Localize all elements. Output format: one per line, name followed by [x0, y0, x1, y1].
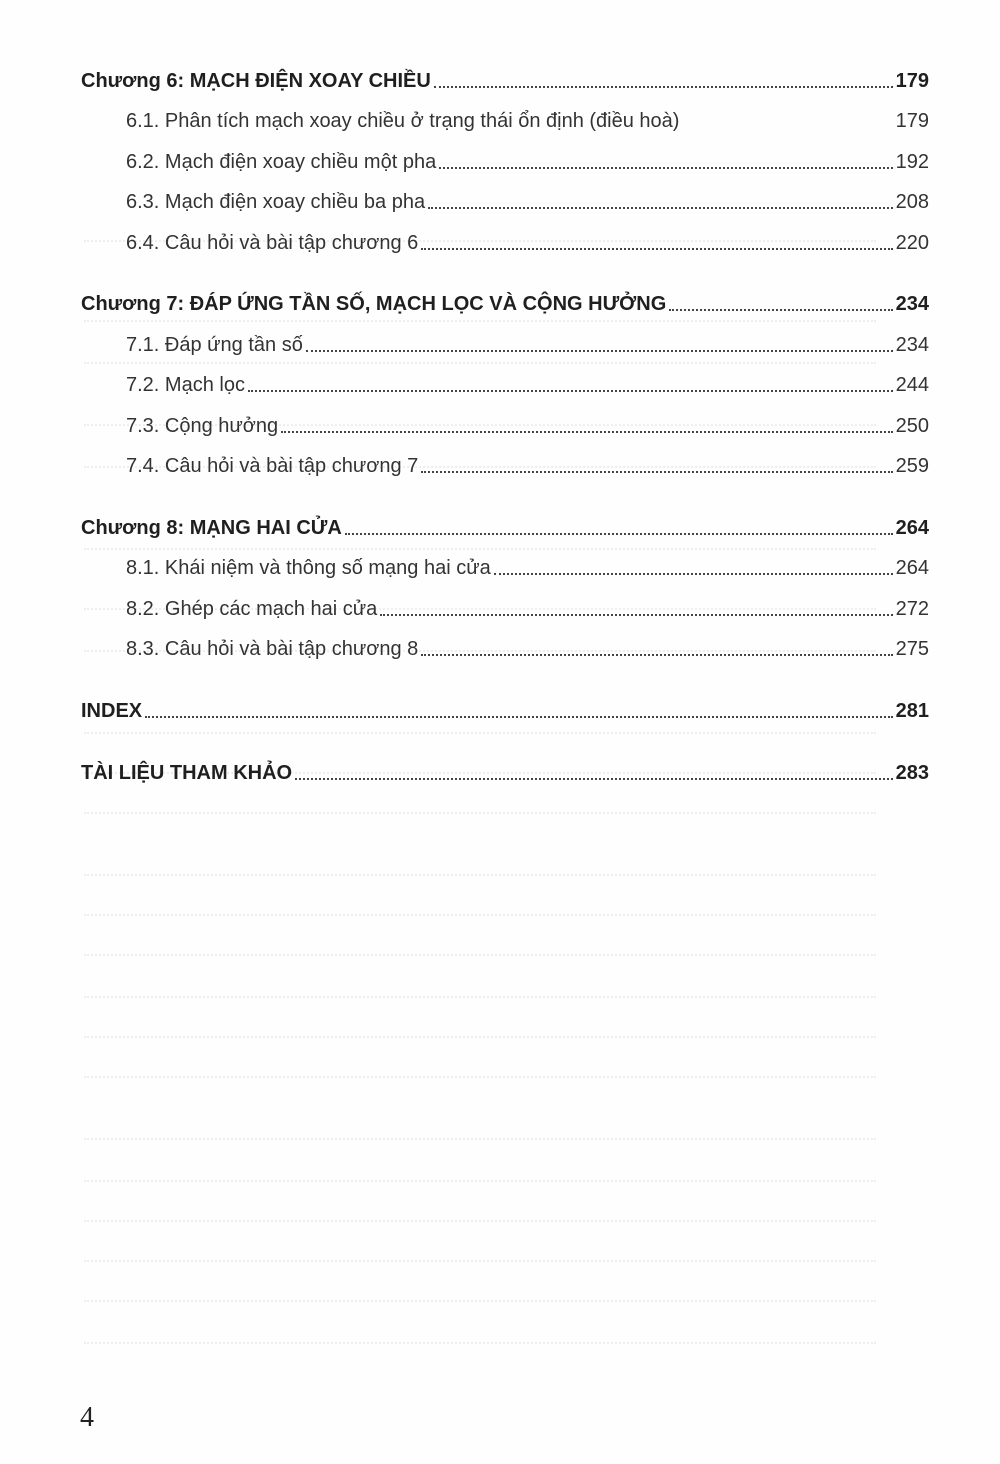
- dot-leader: [380, 614, 892, 616]
- bleed-line: [80, 1036, 880, 1044]
- toc-entry-page: 283: [895, 762, 929, 784]
- toc-entry-title: 7.3. Cộng hưởng: [126, 414, 279, 437]
- toc-entry-page: 220: [895, 231, 929, 254]
- dot-leader: [421, 471, 892, 473]
- bleed-line: [80, 996, 880, 1004]
- toc-entry-page: 272: [895, 597, 929, 620]
- toc-section-6-4[interactable]: [81, 214, 929, 255]
- toc-section-7-1[interactable]: [81, 316, 929, 357]
- toc-entry-title: 6.1. Phân tích mạch xoay chiều ở trạng thái ổn định (điều hoà): [126, 110, 680, 132]
- toc-entry-title: 6.4. Câu hỏi và bài tập chương 6: [126, 231, 419, 254]
- dot-leader: [306, 350, 893, 352]
- toc-section-8-1[interactable]: [81, 540, 929, 581]
- bleed-line: [80, 1076, 880, 1084]
- dot-leader: [494, 573, 893, 575]
- toc-section-6-3[interactable]: [81, 174, 929, 215]
- toc-chapter-8[interactable]: [81, 499, 929, 540]
- toc-section-8-2[interactable]: [81, 580, 929, 621]
- toc-entry-page: 250: [895, 414, 929, 437]
- bleed-line: [80, 874, 880, 882]
- dot-leader: [434, 86, 893, 88]
- bleed-line: [80, 1138, 880, 1146]
- dot-leader: [248, 390, 893, 392]
- toc-entry-page: 192: [895, 150, 929, 173]
- toc-entry-title: INDEX: [81, 699, 143, 722]
- dot-leader: [281, 431, 892, 433]
- toc-entry-title: Chương 6: MẠCH ĐIỆN XOAY CHIỀU: [81, 69, 431, 92]
- toc-section-6-2[interactable]: [81, 133, 929, 174]
- dot-leader: [439, 167, 892, 169]
- toc-entry-page: 264: [895, 557, 929, 579]
- bleed-line: [80, 812, 880, 820]
- toc-entry-page: 275: [895, 638, 929, 660]
- bleed-line: [80, 1342, 880, 1350]
- bleed-line: [80, 914, 880, 922]
- spacer: [81, 478, 929, 499]
- bleed-line: [80, 1220, 880, 1228]
- toc-entry-page: 234: [895, 293, 929, 315]
- bleed-line: [80, 1180, 880, 1188]
- toc-section-7-4[interactable]: [81, 438, 929, 479]
- toc-chapter-6[interactable]: [81, 52, 929, 93]
- table-of-contents: [81, 52, 929, 785]
- toc-section-7-2[interactable]: [81, 357, 929, 398]
- toc-section-7-3[interactable]: [81, 397, 929, 438]
- bleed-line: [80, 954, 880, 962]
- spacer: [81, 723, 929, 745]
- toc-entry-title: 6.2. Mạch điện xoay chiều một pha: [126, 150, 437, 173]
- page-number: 4: [80, 1402, 94, 1433]
- spacer: [81, 661, 929, 682]
- toc-references[interactable]: [81, 745, 929, 786]
- dot-leader: [669, 309, 892, 311]
- toc-entry-title: 8.3. Câu hỏi và bài tập chương 8: [126, 638, 419, 660]
- toc-entry-title: 7.2. Mạch lọc: [126, 374, 245, 396]
- toc-entry-title: Chương 8: MẠNG HAI CỬA: [81, 516, 342, 539]
- toc-entry-page: 244: [895, 374, 929, 396]
- toc-section-6-1[interactable]: [81, 93, 929, 134]
- toc-chapter-7[interactable]: [81, 276, 929, 317]
- dot-leader: [428, 207, 893, 209]
- toc-entry-title: Chương 7: ĐÁP ỨNG TẦN SỐ, MẠCH LỌC VÀ CỘNG HƯỞNG: [81, 293, 667, 315]
- dot-leader: [421, 654, 892, 656]
- toc-entry-page: 179: [895, 110, 929, 132]
- toc-entry-title: 8.2. Ghép các mạch hai cửa: [126, 597, 378, 620]
- bleed-line: [80, 1260, 880, 1268]
- toc-entry-title: 7.4. Câu hỏi và bài tập chương 7: [126, 455, 419, 477]
- bleed-line: [80, 1300, 880, 1308]
- dot-leader: [145, 716, 893, 718]
- toc-entry-title: 7.1. Đáp ứng tần số: [126, 333, 303, 356]
- toc-entry-page: 281: [895, 699, 929, 722]
- toc-entry-title: 8.1. Khái niệm và thông số mạng hai cửa: [126, 557, 491, 579]
- dot-leader: [682, 126, 892, 128]
- toc-entry-title: TÀI LIỆU THAM KHẢO: [81, 762, 293, 784]
- toc-entry-page: 234: [895, 333, 929, 356]
- toc-entry-title: 6.3. Mạch điện xoay chiều ba pha: [126, 191, 426, 213]
- toc-entry-page: 179: [895, 69, 929, 92]
- toc-entry-page: 264: [895, 516, 929, 539]
- spacer: [81, 255, 929, 276]
- toc-entry-page: 259: [895, 455, 929, 477]
- toc-entry-page: 208: [895, 191, 929, 213]
- toc-section-8-3[interactable]: [81, 621, 929, 662]
- dot-leader: [295, 778, 893, 780]
- dot-leader: [345, 533, 893, 535]
- toc-index[interactable]: [81, 682, 929, 723]
- dot-leader: [421, 248, 892, 250]
